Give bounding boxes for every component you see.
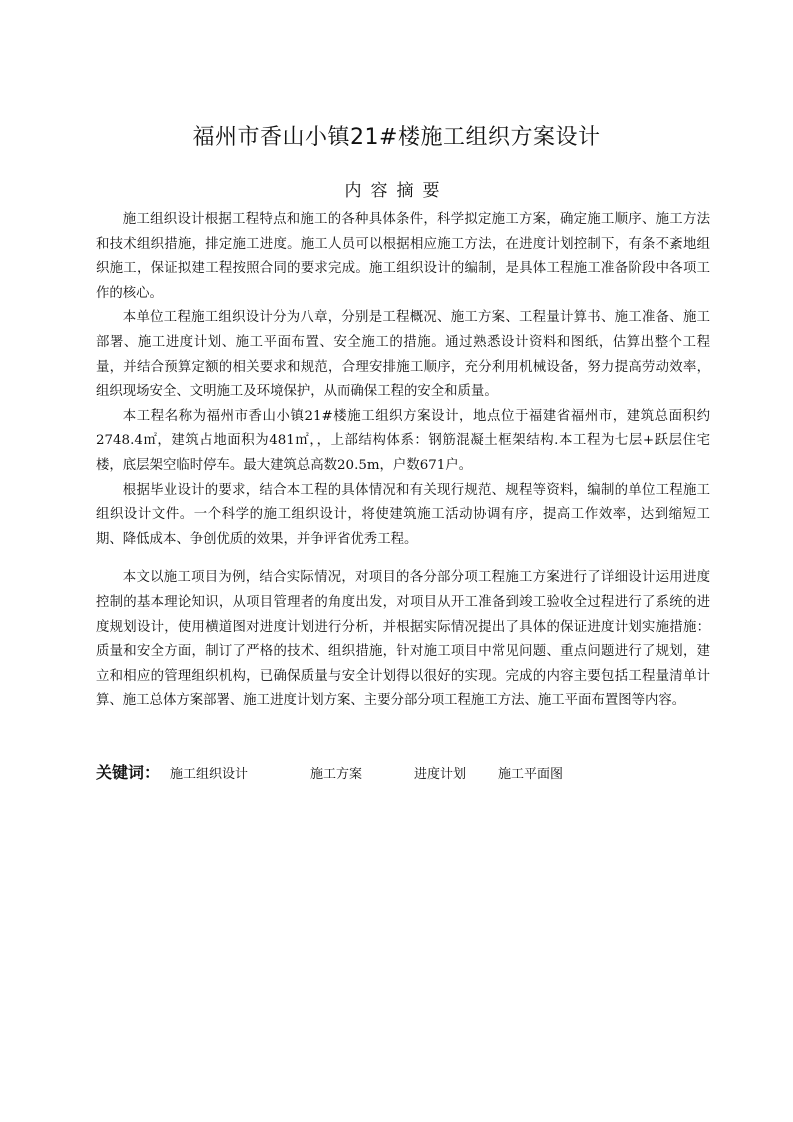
abstract-paragraph-4: 根据毕业设计的要求，结合本工程的具体情况和有关现行规范、规程等资料，编制的单位工程施工组织设计文件。一个科学的施工组织设计，将使建筑施工活动协调有序，提高工作效率，达到缩短工期、降低成本、争创优质的效果，并争评省优秀工程。 (96, 482, 710, 547)
keyword: 施工平面图 (498, 767, 564, 782)
keyword: 施工方案 (310, 767, 363, 782)
keywords-line (96, 760, 710, 788)
abstract-body (96, 208, 710, 714)
keywords-label: 关键词： (96, 763, 161, 782)
document-title: 福州市香山小镇21#楼施工组织方案设计 (192, 125, 601, 150)
abstract-heading: 内容摘要 (344, 181, 449, 201)
abstract-paragraph-3: 本工程名称为福州市香山小镇21#楼施工组织方案设计，地点位于福建省福州市，建筑总面积约2748.4㎡，建筑占地面积为481㎡，，上部结构体系：钢筋混凝土框架结构.本工程为七层+跃层住宅楼，底层架空临时停车。最大建筑总高数20.5m，户数671户。 (96, 408, 710, 473)
abstract-paragraph-1: 施工组织设计根据工程特点和施工的各种具体条件，科学拟定施工方案，确定施工顺序、施工方法和技术组织措施，排定施工进度。施工人员可以根据相应施工方法，在进度计划控制下，有条不紊地组织施工，保证拟建工程按照合同的要求完成。施工组织设计的编制，是具体工程施工准备阶段中各项工作的核心。 (96, 212, 710, 301)
abstract-paragraph-5: 本文以施工项目为例，结合实际情况，对项目的各分部分项工程施工方案进行了详细设计运用进度控制的基本理论知识，从项目管理者的角度出发，对项目从开工准备到竣工验收全过程进行了系统的进度规划设计，使用横道图对进度计划进行分析，并根据实际情况提出了具体的保证进度计划实施措施：质量和安全方面，制订了严格的技术、组织措施，针对施工项目中常见问题、重点问题进行了规划，建立和相应的管理组织机构，已确保质量与安全计划得以很好的实现。完成的内容主要包括工程量清单计算、施工总体方案部署、施工进度计划方案、主要分部分项工程施工方法、施工平面布置图等内容。 (96, 570, 710, 709)
abstract-paragraph-2: 本单位工程施工组织设计分为八章，分别是工程概况、施工方案、工程量计算书、施工准备、施工部署、施工进度计划、施工平面布置、安全施工的措施。通过熟悉设计资料和图纸，估算出整个工程量，并结合预算定额的相关要求和规范，合理安排施工顺序，充分利用机械设备，努力提高劳动效率，组织现场安全、文明施工及环境保护，从而确保工程的安全和质量。 (96, 310, 710, 400)
keyword: 施工组织设计 (170, 767, 249, 782)
keyword: 进度计划 (414, 767, 467, 782)
